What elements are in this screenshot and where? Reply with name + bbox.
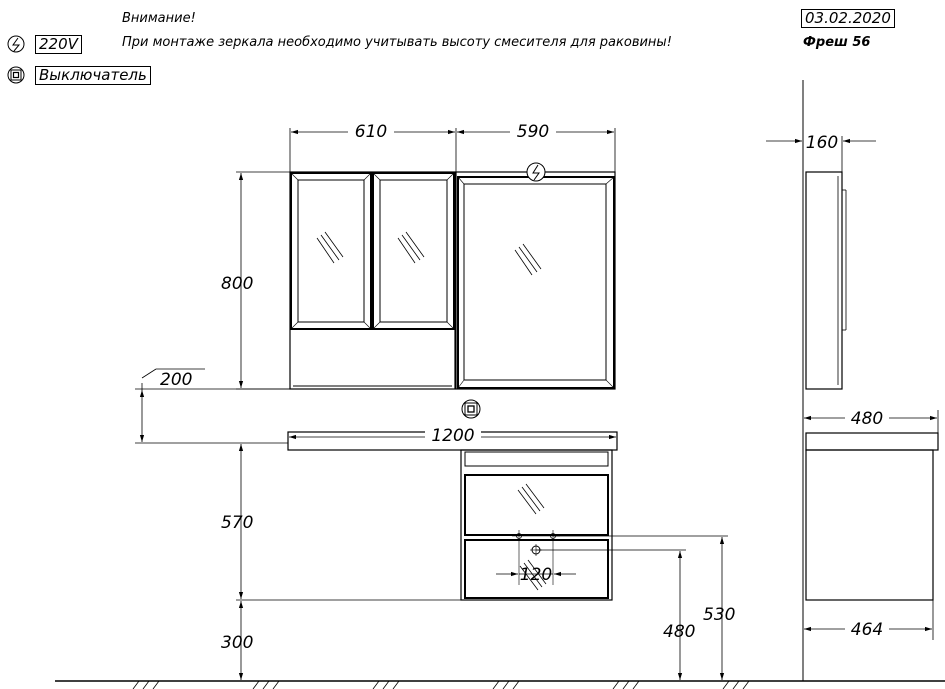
dim-590-label: 590 (516, 122, 550, 142)
dim-1200-label: 1200 (431, 426, 475, 446)
dim-800 (221, 172, 290, 389)
dim-800-label: 800 (221, 274, 254, 294)
warning-title: Внимание! (122, 11, 196, 26)
dim-480-outlet-label: 480 (663, 622, 696, 642)
mirror-switch-icon (462, 400, 480, 418)
dim-160-label: 160 (805, 133, 839, 153)
dim-160 (766, 133, 876, 172)
dim-480-outlet (536, 550, 695, 680)
side-view (806, 172, 938, 600)
power-icon (8, 36, 24, 52)
dim-530-label: 530 (703, 605, 736, 625)
warning-text: При монтаже зеркала необходимо учитывать высоту смесителя для раковины! (122, 35, 672, 50)
dim-300-label: 300 (221, 633, 254, 653)
dim-200 (135, 369, 290, 443)
dim-570 (221, 444, 461, 600)
dim-1200 (289, 425, 616, 446)
dim-200-label: 200 (160, 370, 193, 390)
mirror (456, 172, 615, 389)
dim-610 (290, 122, 456, 172)
dim-300 (221, 601, 253, 680)
date-stamp: 03.02.2020 (801, 9, 895, 28)
dim-480-depth-label: 480 (850, 409, 884, 429)
dim-120 (496, 565, 576, 585)
dim-610-label: 610 (354, 122, 388, 142)
dim-464-label: 464 (850, 620, 884, 640)
product-name: Фреш 56 (803, 35, 871, 50)
switch-icon (8, 67, 24, 83)
dim-464 (804, 600, 933, 640)
floor-hatch (133, 681, 749, 689)
dim-120-label: 120 (519, 565, 553, 585)
mirror-cabinet (290, 172, 455, 389)
dim-480-depth (804, 409, 938, 433)
dim-530 (553, 536, 735, 680)
switch-label: Выключатель (35, 66, 151, 85)
voltage-label: 220V (35, 35, 82, 54)
dim-570-label: 570 (221, 513, 254, 533)
mirror-power-icon (527, 163, 545, 181)
